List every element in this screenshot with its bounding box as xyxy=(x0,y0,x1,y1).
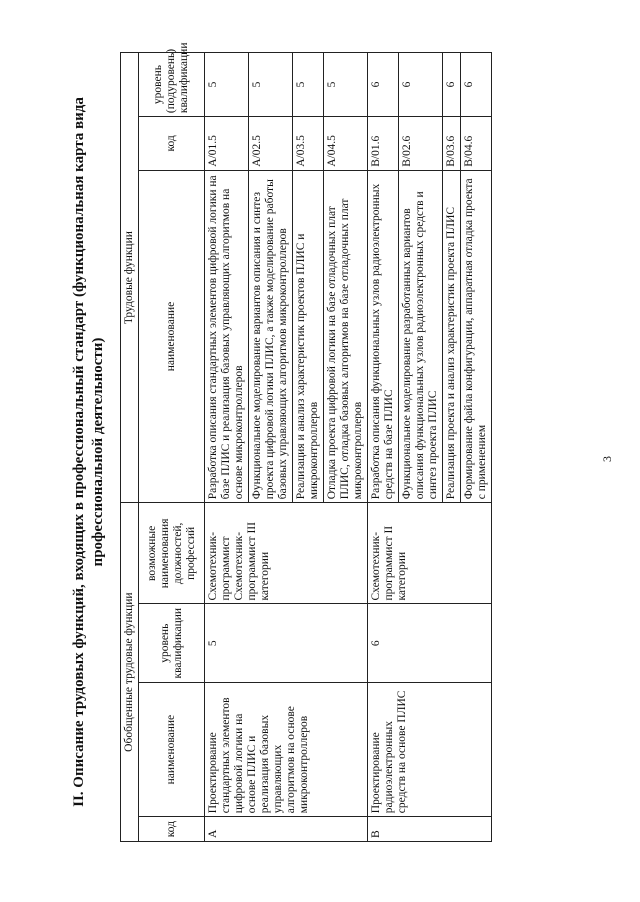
function-code: A/01.5 xyxy=(205,117,249,171)
function-level: 6 xyxy=(443,53,461,117)
function-name: Функциональное моделирование вариантов описания и синтез проекта цифровой логики ПЛИС, а также моделирование работы базовых управляющих алгоритмов микроконтроллеров xyxy=(249,170,293,503)
function-code: B/02.6 xyxy=(399,117,443,171)
function-level: 6 xyxy=(399,53,443,117)
col-header-level: уровень квалификации xyxy=(139,604,205,682)
group-header-generalized: Обобщенные трудовые функции xyxy=(121,503,139,842)
function-level: 5 xyxy=(293,53,324,117)
function-name: Реализация и анализ характеристик проектов ПЛИС и микроконтроллеров xyxy=(293,170,324,503)
col-header-tf-level: уровень (подуровень) квалификации xyxy=(139,53,205,117)
function-code: A/03.5 xyxy=(293,117,324,171)
group-code: А xyxy=(205,817,368,842)
function-code: B/01.6 xyxy=(368,117,399,171)
group-name: Проектирование стандартных элементов цифровой логики на основе ПЛИС и реализация базовых управляющих алгоритмов на основе микроконтроллеров xyxy=(205,682,368,816)
col-header-tf-name: наименование xyxy=(139,170,205,503)
group-level: 6 xyxy=(368,604,492,682)
col-header-name: наименование xyxy=(139,682,205,816)
col-header-code: код xyxy=(139,817,205,842)
function-level: 6 xyxy=(368,53,399,117)
table-row xyxy=(368,53,399,842)
functional-map-table xyxy=(120,42,492,842)
group-name: Проектирование радиоэлектронных средств на основе ПЛИС xyxy=(368,682,492,816)
function-level: 5 xyxy=(205,53,249,117)
col-header-tf-code: код xyxy=(139,117,205,171)
group-level: 5 xyxy=(205,604,368,682)
function-name: Разработка описания стандартных элементов цифровой логики на базе ПЛИС и реализация базовых управляющих алгоритмов на основе микроконтроллеров xyxy=(205,170,249,503)
group-header-labor: Трудовые функции xyxy=(121,53,139,503)
function-name: Функциональное моделирование разработанных вариантов описания функциональных узлов радиоэлектронных средств и синтез проекта ПЛИС xyxy=(399,170,443,503)
function-level: 6 xyxy=(461,53,492,117)
function-code: B/04.6 xyxy=(461,117,492,171)
function-name: Отладка проекта цифровой логики на базе отладочных плат ПЛИС, отладка базовых алгоритмов на базе отладочных плат микроконтроллеров xyxy=(324,170,368,503)
function-level: 5 xyxy=(249,53,293,117)
function-code: B/03.6 xyxy=(443,117,461,171)
page-number: 3 xyxy=(600,456,614,462)
function-code: A/04.5 xyxy=(324,117,368,171)
col-header-positions: возможные наименования должностей, профессий xyxy=(139,503,205,604)
function-level: 5 xyxy=(324,53,368,117)
group-positions: Схемотехник-программист Схемотехник-программист III категории xyxy=(205,503,368,604)
function-code: A/02.5 xyxy=(249,117,293,171)
table-row xyxy=(205,53,249,842)
function-name: Формирование файла конфигурации, аппаратная отладка проекта с применением xyxy=(461,170,492,503)
function-name: Реализация проекта и анализ характеристик проекта ПЛИС xyxy=(443,170,461,503)
function-name: Разработка описания функциональных узлов радиоэлектронных средств на базе ПЛИС xyxy=(368,170,399,503)
group-positions: Схемотехник-программист II категории xyxy=(368,503,492,604)
group-code: В xyxy=(368,817,492,842)
section-title: II. Описание трудовых функций, входящих в профессиональный стандарт (функциональная карта вида профессиональной деятельности) xyxy=(71,97,106,807)
